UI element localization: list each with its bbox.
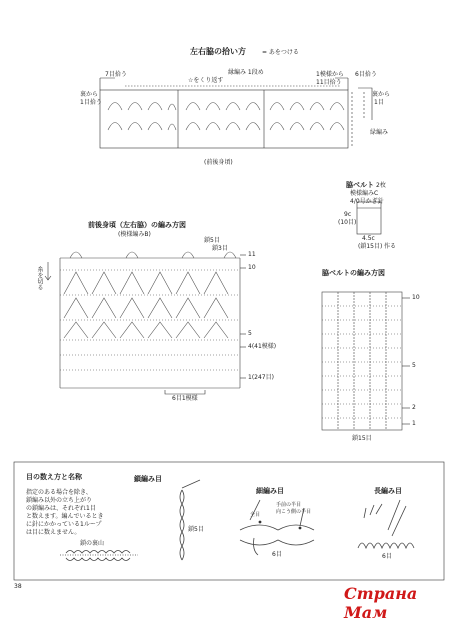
pickup-caption: (前後身頃) [204,159,233,166]
howto-sc-back-half: 向こう側の半目 [276,509,312,515]
body-chart-repeat: 6目1模様 [172,395,198,402]
body-chart-row-10: 10 [248,264,256,271]
body-chart-label-5: 鎖5目 [204,237,220,244]
page-number: 38 [14,583,22,590]
body-chart-subtitle: (模様編みB) [118,231,151,238]
howto-chain-count: 鎖5目 [188,526,204,533]
body-chart-row-5: 5 [248,330,252,337]
body-chart-row-4: 4(41模様) [248,343,277,350]
howto-sc-count: 6目 [272,551,282,558]
belt-chart-row-2: 2 [412,404,416,411]
howto-sc-head: 全目 [250,512,261,518]
howto-text-3: の鎖編みは、それぞれ1目 [26,505,96,512]
belt-width-sts: (鎖15目) [358,243,383,250]
belt-rect [357,202,381,234]
howto-text-6: は目に数えません。 [26,529,81,536]
pickup-label-star: ☆をくり返す [188,77,224,84]
pickup-label-6: 6目拾う [355,71,377,78]
pickup-label-back-left: 裏から [80,91,99,98]
howto-sc-front-half: 手前の半目 [276,502,302,508]
howto-chain-title: 鎖編み目 [134,475,162,483]
howto-text-2: 鎖編み以外の立ち上がり [26,497,93,504]
pickup-body-outline [100,90,348,148]
belt-height-rows: (10目) [338,219,357,226]
watermark: Страна Мам [344,584,418,622]
pickup-attach-note: = あをつける [262,49,299,56]
body-chart-row-11: 11 [248,251,256,258]
belt-chart-row-10: 10 [412,294,420,301]
belt-width: 4.5c [362,235,375,242]
belt-pattern: 模様編みC [350,190,379,197]
body-chart-side-note: 糸を切る [36,266,43,290]
belt-hook: 4/0号かぎ針 [350,198,384,205]
pickup-label-1-pattern: 1模様から [316,71,344,78]
howto-dc-count: 6目 [382,553,392,560]
howto-text-4: と数えます。編んでいるとき [26,513,104,520]
belt-chart-row-5: 5 [412,362,416,369]
pickup-label-11: 11目拾う [316,79,342,86]
pickup-label-back-right: 裏から [372,91,391,98]
body-chart-title: 前後身頃（左右脇）の編み方図 [88,221,186,229]
belt-chart-row-1: 1 [412,420,416,427]
belt-chart-title: 脇ベルトの編み方図 [322,269,385,277]
pickup-label-1: 1目拾う [80,99,102,106]
belt-chart-base: 鎖15目 [352,435,372,442]
howto-dc-title: 長編み目 [374,487,402,495]
howto-sc-title: 細編み目 [256,487,284,495]
pickup-label-border: 緑編み [370,129,389,136]
body-chart-row-1: 1(247目) [248,374,274,381]
howto-text-1: 指定のある場合を除き、 [26,489,92,496]
belt-count: 2枚 [376,182,386,189]
howto-title: 目の数え方と名称 [26,473,82,481]
howto-text-5: に針にかかっている1ループ [26,521,102,528]
howto-chain-bottom: 鎖の裏山 [80,540,105,547]
pickup-label-right-1: 1目 [374,99,384,106]
body-chart-label-3: 鎖3目 [212,245,228,252]
pickup-title: 左右脇の拾い方 [190,47,246,56]
belt-make: 作る [384,243,397,250]
pickup-label-7: 7目拾う [105,71,127,78]
belt-title: 脇ベルト [346,181,374,189]
belt-height: 9c [344,211,352,218]
pickup-label-row1: 縁編み 1段め [228,69,264,76]
